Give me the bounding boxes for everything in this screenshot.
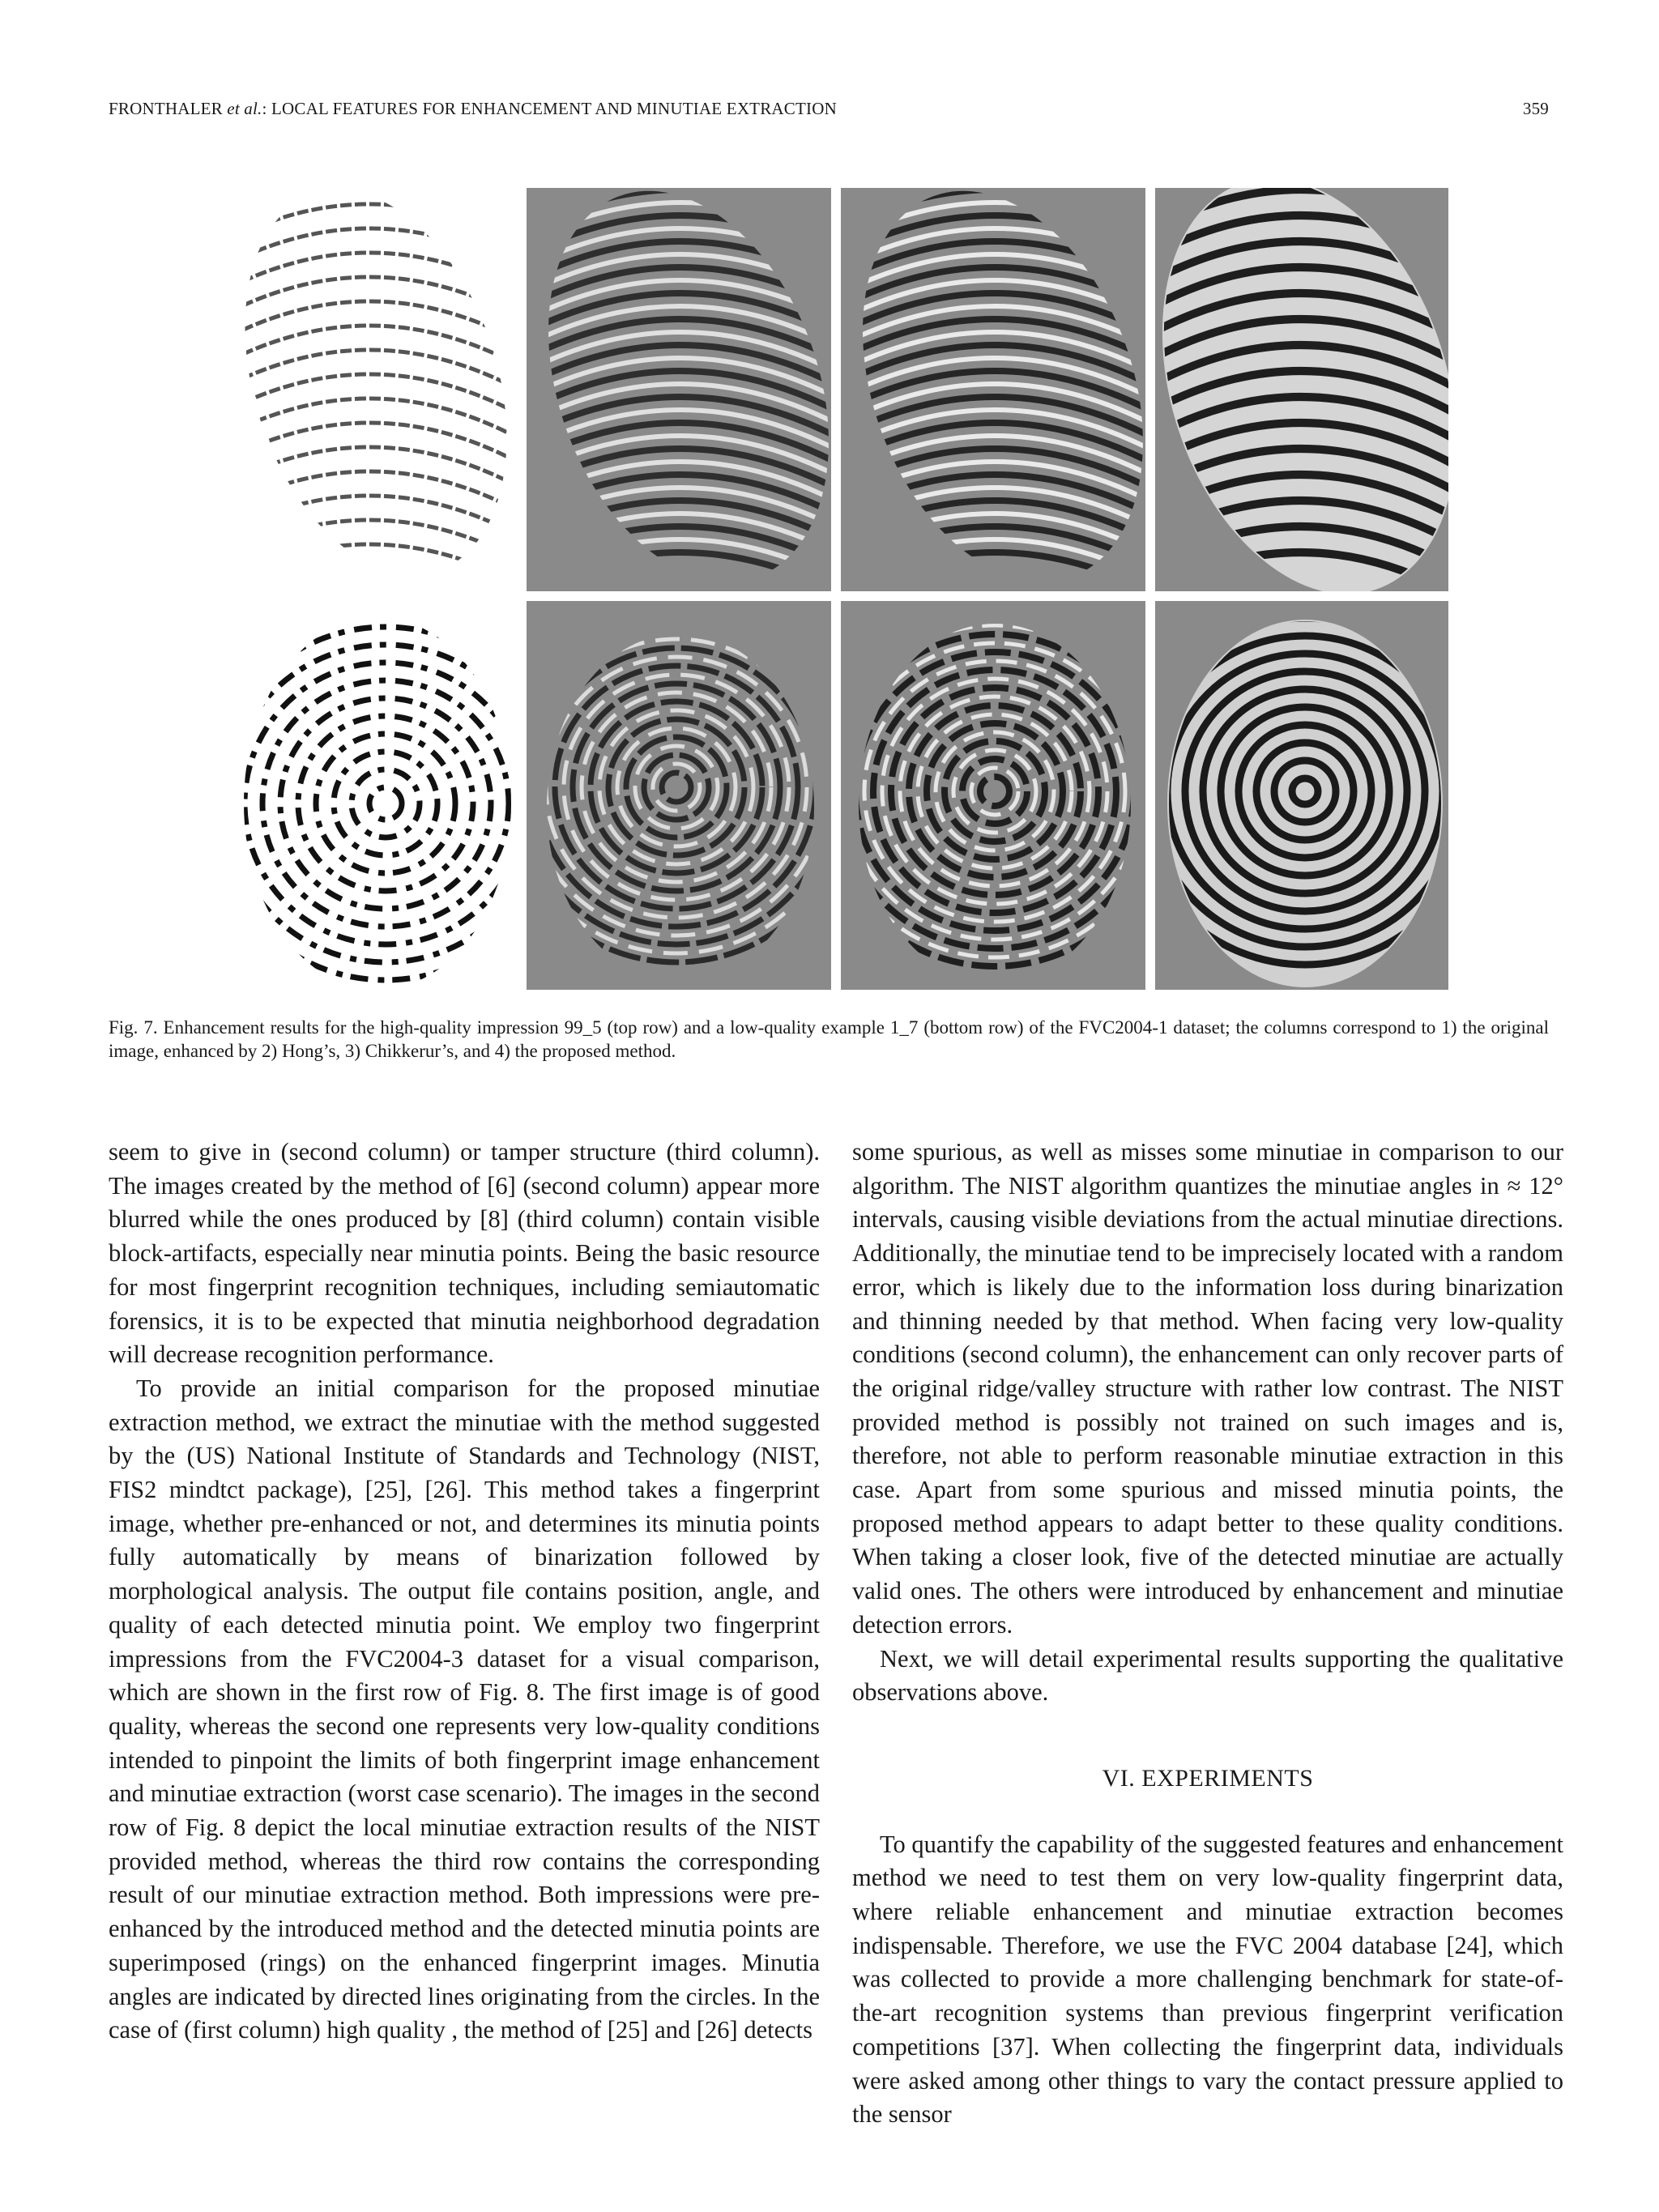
paragraph: To quantify the capability of the suggested features and enhancement method we need to test them on very low-quality fingerprint data, where reliable enhancement and minutiae extraction becomes indispensable. Therefore, we use the FVC 2004 database [24], which was collected to provide a more challenging benchmark for state-of-the-art recognition systems than previous fingerprint verification competitions [37]. When collecting the fingerprint data, individuals were asked among other things to vary the contact pressure applied to the sensor [852, 1830, 1563, 2129]
running-title-etal: et al. [227, 99, 262, 118]
running-header [109, 99, 1549, 119]
paragraph: To provide an initial comparison for the proposed minutiae extraction method, we extract the minutiae with the method suggested by the (US) National Institute of Standards and Technology (NIST, FIS2 mindtct package), [25], [26]. This method takes a fingerprint image, whether pre-enhanced or not, and determines its minutia points fully automatically by means of binarization followed by morphological analysis. The output file contains position, angle, and quality of each detected minutia point. We employ two fingerprint impressions from the FVC2004-3 dataset for a visual comparison, which are shown in the first row of Fig. 8. The first image is of good quality, whereas the second one represents very low-quality conditions intended to pinpoint the limits of both fingerprint image enhancement and minutiae extraction (worst case scenario). The images in the second row of Fig. 8 depict the local minutiae extraction results of the NIST provided method, whereas the third row contains the corresponding result of our minutiae extraction method. Both impressions were pre-enhanced by the introduced method and the detected minutia points are superimposed (rings) on the enhanced fingerprint images. Minutia angles are indicated by directed lines originating from the circles. In the case of (first column) high quality , the method of [25] and [26] detects [109, 1374, 820, 2044]
panel-chikkerur-high-quality [841, 188, 1145, 591]
panel-hong-high-quality [527, 188, 831, 591]
panel-original-low-quality [224, 601, 517, 990]
figure-caption: Fig. 7. Enhancement results for the high-quality impression 99_5 (top row) and a low-quality example 1_7 (bottom row) of the FVC2004-1 dataset; the columns correspond to 1) the original image, enhanced by 2) Hong’s, 3) Chikkerur’s, and 4) the proposed method. [109, 1017, 1549, 1061]
figure-7 [224, 188, 1448, 990]
section-title: VI. EXPERIMENTS [1102, 1764, 1314, 1792]
panel-chikkerur-low-quality [841, 601, 1145, 990]
panel-hong-low-quality [527, 601, 831, 990]
page-number: 359 [1522, 99, 1549, 118]
panel-proposed-high-quality [1155, 188, 1448, 591]
running-title-suffix: : LOCAL FEATURES FOR ENHANCEMENT AND MINUTIAE EXTRACTION [262, 99, 837, 118]
paragraph: some spurious, as well as misses some minutiae in comparison to our algorithm. The NIST algorithm quantizes the minutiae angles in ≈ 12° intervals, causing visible deviations from the actual minutiae directions. Additionally, the minutiae tend to be imprecisely located with a random error, which is likely due to the information loss during binarization and thinning needed by that method. When facing very low-quality conditions (second column), the enhancement can only recover parts of the original ridge/valley structure with rather low contrast. The NIST provided method is possibly not trained on such images and is, therefore, not able to perform reasonable minutiae extraction in this case. Apart from some spurious and missed minutia points, the proposed method appears to adapt better to these quality conditions. When taking a closer look, five of the detected minutiae are actually valid ones. The others were introduced by enhancement and minutiae detection errors. [852, 1138, 1563, 1639]
paragraph: Next, we will detail experimental results supporting the qualitative observations above. [852, 1644, 1563, 1707]
left-column [109, 1136, 820, 2048]
right-column [852, 1136, 1563, 2132]
panel-proposed-low-quality [1155, 601, 1448, 990]
panel-original-high-quality [224, 188, 517, 591]
paragraph: seem to give in (second column) or tamper structure (third column). The images created by the method of [6] (second column) appear more blurred while the ones produced by [8] (third column) contain visible block-artifacts, especially near minutia points. Being the basic resource for most fingerprint recognition techniques, including semiautomatic forensics, it is to be expected that minutia neighborhood degradation will decrease recognition performance. [109, 1138, 820, 1369]
running-title-prefix: FRONTHALER [109, 99, 228, 118]
